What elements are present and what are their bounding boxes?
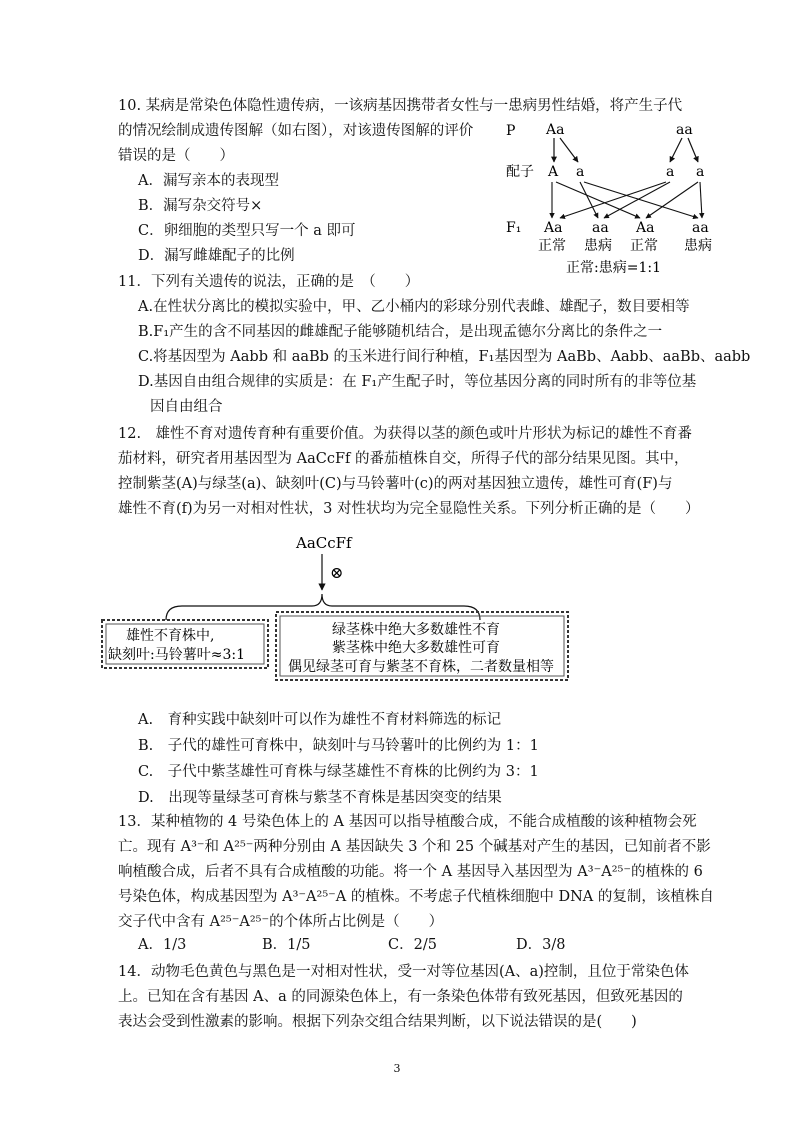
q13-option-a: A．1/3 xyxy=(138,937,187,953)
q11-stem: 11．下列有关遗传的说法，正确的是 （ ） xyxy=(118,274,420,290)
q12-line-3: 控制紫茎(A)与绿茎(a)、缺刻叶(C)与马铃薯叶(c)的两对基因独立遗传，雄性可育(F)与 xyxy=(118,476,673,492)
offspring-4: aa xyxy=(692,220,709,236)
selfing-symbol: ⊗ xyxy=(330,563,344,582)
q13-line-1: 13．某种植物的 4 号染色体上的 A 基因可以指导植酸合成，不能合成植酸的该种植物会死 xyxy=(118,814,697,830)
f1-label: F₁ xyxy=(506,220,522,236)
q11-option-d-2: 因自由组合 xyxy=(150,399,223,415)
q10-option-b: B．漏写杂交符号× xyxy=(138,198,263,214)
q12-option-d: D. 出现等量绿茎可育株与紫茎不育株是基因突变的结果 xyxy=(138,790,502,806)
q13-option-d: D．3/8 xyxy=(516,937,566,953)
box1-line-1: 雄性不育株中, xyxy=(126,628,215,644)
box2-line-1: 绿茎株中绝大多数雄性不育 xyxy=(332,622,500,638)
q12-line-2: 茄材料，研究者用基因型为 AaCcFf 的番茄植株自交，所得子代的部分结果见图。其中， xyxy=(118,451,689,467)
gamete-1: A xyxy=(548,164,559,180)
parent-female-genotype: Aa xyxy=(546,122,565,138)
q12-line-4: 雄性不育(f)为另一对相对性状，3 对性状均为完全显隐性关系。下列分析正确的是（ ） xyxy=(118,501,700,517)
box2-line-3: 偶见绿茎可育与紫茎不育株，二者数量相等 xyxy=(288,659,554,675)
q12-option-b: B. 子代的雄性可育株中，缺刻叶与马铃薯叶的比例约为 1：1 xyxy=(138,738,539,754)
gamete-2: a xyxy=(576,164,585,180)
q13-line-2: 亡。现有 A³⁻和 A²⁵⁻两种分别由 A 基因缺失 3 个和 25 个碱基对产生的基因，已知前者不影 xyxy=(118,839,711,855)
q10-line-3: 错误的是（ ） xyxy=(118,148,234,164)
q11-option-a: A.在性状分离比的模拟实验中，甲、乙小桶内的彩球分别代表雌、雄配子，数目要相等 xyxy=(138,299,690,315)
q14-line-3: 表达会受到性激素的影响。根据下列杂交组合结果判断，以下说法错误的是( ) xyxy=(118,1014,637,1030)
q10-option-d: D．漏写雌雄配子的比例 xyxy=(138,248,295,264)
selfing-result-figure xyxy=(100,528,680,688)
q13-option-b: B．1/5 xyxy=(262,937,311,953)
q10-option-a: A．漏写亲本的表现型 xyxy=(138,173,279,189)
offspring-1: Aa xyxy=(544,220,563,236)
phenotype-4: 患病 xyxy=(684,238,712,254)
q12-option-c: C. 子代中紫茎雄性可育株与绿茎雄性不育株的比例约为 3：1 xyxy=(138,764,539,780)
q13-line-5: 交子代中含有 A²⁵⁻A²⁵⁻的个体所占比例是（ ） xyxy=(118,914,444,930)
gamete-4: a xyxy=(696,164,705,180)
p-label: P xyxy=(506,123,516,139)
q13-option-c: C．2/5 xyxy=(388,937,437,953)
q11-option-c: C.将基因型为 Aabb 和 aaBb 的玉米进行间行种植，F₁基因型为 AaBb、Aabb、aaBb、aabb xyxy=(138,349,751,365)
offspring-3: Aa xyxy=(636,220,655,236)
phenotype-1: 正常 xyxy=(538,238,566,254)
phenotype-ratio: 正常:患病=1:1 xyxy=(566,260,661,276)
page-number: 3 xyxy=(393,1062,401,1075)
q12-line-1: 12. 雄性不育对遗传育种有重要价值。为获得以茎的颜色或叶片形状为标记的雄性不育番 xyxy=(118,426,693,442)
q10-line-2: 的情况绘制成遗传图解（如右图），对该遗传图解的评价 xyxy=(118,123,474,139)
genetic-cross-diagram xyxy=(500,120,745,290)
box2-line-2: 紫茎株中绝大多数雄性可育 xyxy=(332,640,500,656)
q14-line-1: 14．动物毛色黄色与黑色是一对相对性状，受一对等位基因(A、a)控制，且位于常染色体 xyxy=(118,964,689,980)
q10-line-1: 10. 某病是常染色体隐性遗传病，一该病基因携带者女性与一患病男性结婚，将产生子代 xyxy=(118,98,683,114)
phenotype-3: 正常 xyxy=(630,238,658,254)
selfing-parent-genotype: AaCcFf xyxy=(296,534,352,552)
box1-line-2: 缺刻叶:马铃薯叶≈3:1 xyxy=(108,647,245,663)
gamete-label: 配子 xyxy=(506,164,534,180)
q13-line-3: 响植酸合成，后者不具有合成植酸的功能。将一个 A 基因导入基因型为 A³⁻A²⁵⁻的植株的 6 xyxy=(118,864,703,880)
q11-option-b: B.F₁产生的含不同基因的雌雄配子能够随机结合，是出现孟德尔分离比的条件之一 xyxy=(138,324,663,340)
q10-option-c: C．卵细胞的类型只写一个 a 即可 xyxy=(138,223,356,239)
q12-option-a: A. 育种实践中缺刻叶可以作为雄性不育材料筛选的标记 xyxy=(138,712,502,728)
q13-line-4: 号染色体，构成基因型为 A³⁻A²⁵⁻A 的植株。不考虑子代植株细胞中 DNA 的复制，该植株自 xyxy=(118,889,714,905)
q14-line-2: 上。已知在含有基因 A、a 的同源染色体上，有一条染色体带有致死基因，但致死基因的 xyxy=(118,989,683,1005)
q11-option-d-1: D.基因自由组合规律的实质是：在 F₁产生配子时，等位基因分离的同时所有的非等位基 xyxy=(138,374,697,390)
gamete-3: a xyxy=(666,164,675,180)
offspring-2: aa xyxy=(592,220,609,236)
parent-male-genotype: aa xyxy=(676,122,693,138)
phenotype-2: 患病 xyxy=(584,238,612,254)
